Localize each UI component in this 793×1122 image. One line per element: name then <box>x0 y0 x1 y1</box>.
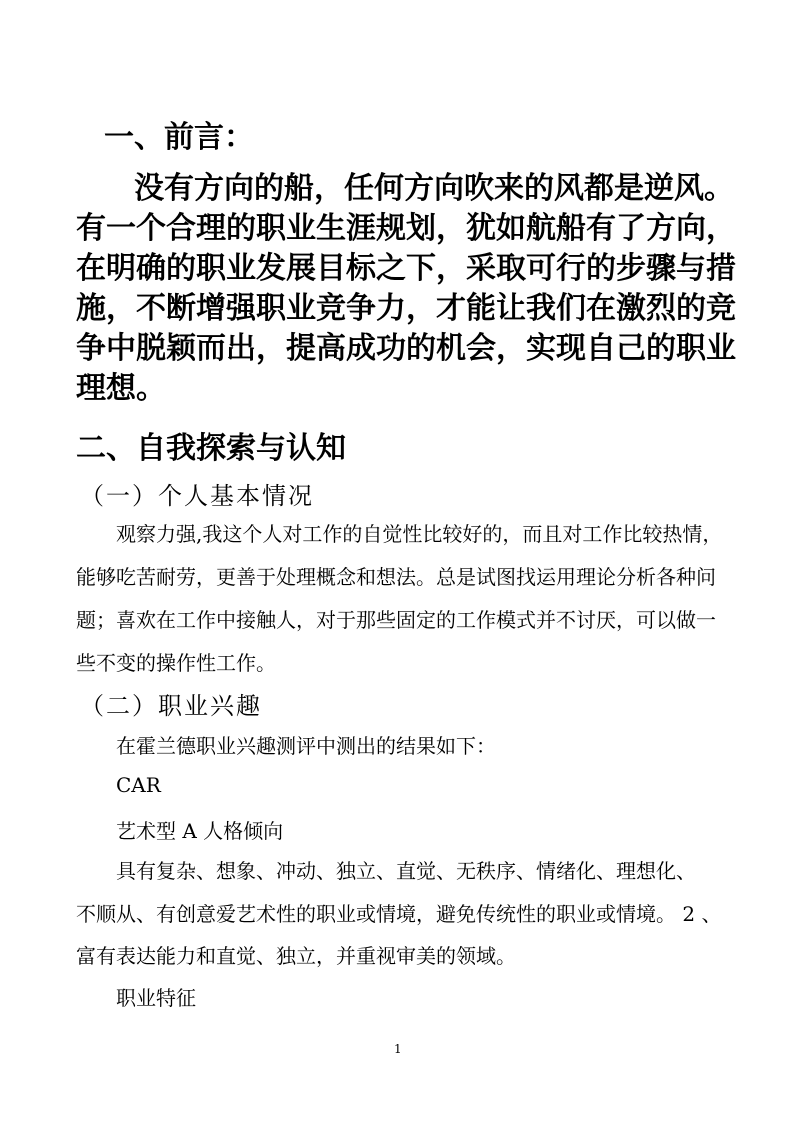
personality-type: 艺术型 A 人格倾向 <box>116 819 284 843</box>
intro-line-4: 施，不断增强职业竞争力，才能让我们在激烈的竞 <box>76 291 736 326</box>
heading-self-exploration: 二、自我探索与认知 <box>76 431 346 466</box>
intro-line-2: 有一个合理的职业生涯规划，犹如航船有了方向， <box>76 211 736 246</box>
paragraph-line: 富有表达能力和直觉、独立，并重视审美的领域。 <box>76 944 516 968</box>
paragraph-line: 具有复杂、想象、冲动、独立、直觉、无秩序、情绪化、理想化、 <box>116 859 696 883</box>
paragraph-line: 观察力强,我这个人对工作的自觉性比较好的，而且对工作比较热情， <box>116 522 723 546</box>
test-intro: 在霍兰德职业兴趣测评中测出的结果如下： <box>116 734 496 758</box>
intro-line-5: 争中脱颖而出，提高成功的机会，实现自己的职业 <box>76 331 736 366</box>
paragraph-line: 不顺从、有创意爱艺术性的职业或情境，避免传统性的职业或情境。 2 、 <box>76 902 722 926</box>
intro-line-3: 在明确的职业发展目标之下，采取可行的步骤与措 <box>76 251 736 286</box>
intro-line-1: 没有方向的船，任何方向吹来的风都是逆风。 <box>134 171 734 206</box>
subheading-career-interest: （二）职业兴趣 <box>80 692 262 720</box>
career-traits-label: 职业特征 <box>116 986 196 1010</box>
intro-line-6: 理想。 <box>76 371 166 406</box>
page-number: 1 <box>394 1042 402 1056</box>
subheading-basic-info: （一）个人基本情况 <box>80 482 314 510</box>
paragraph-line: 能够吃苦耐劳，更善于处理概念和想法。总是试图找运用理论分析各种问 <box>76 565 716 589</box>
test-code: CAR <box>116 773 161 797</box>
paragraph-line: 些不变的操作性工作。 <box>76 651 276 675</box>
heading-preface: 一、前言： <box>104 120 254 155</box>
paragraph-line: 题；喜欢在工作中接触人，对于那些固定的工作模式并不讨厌，可以做一 <box>76 608 716 632</box>
